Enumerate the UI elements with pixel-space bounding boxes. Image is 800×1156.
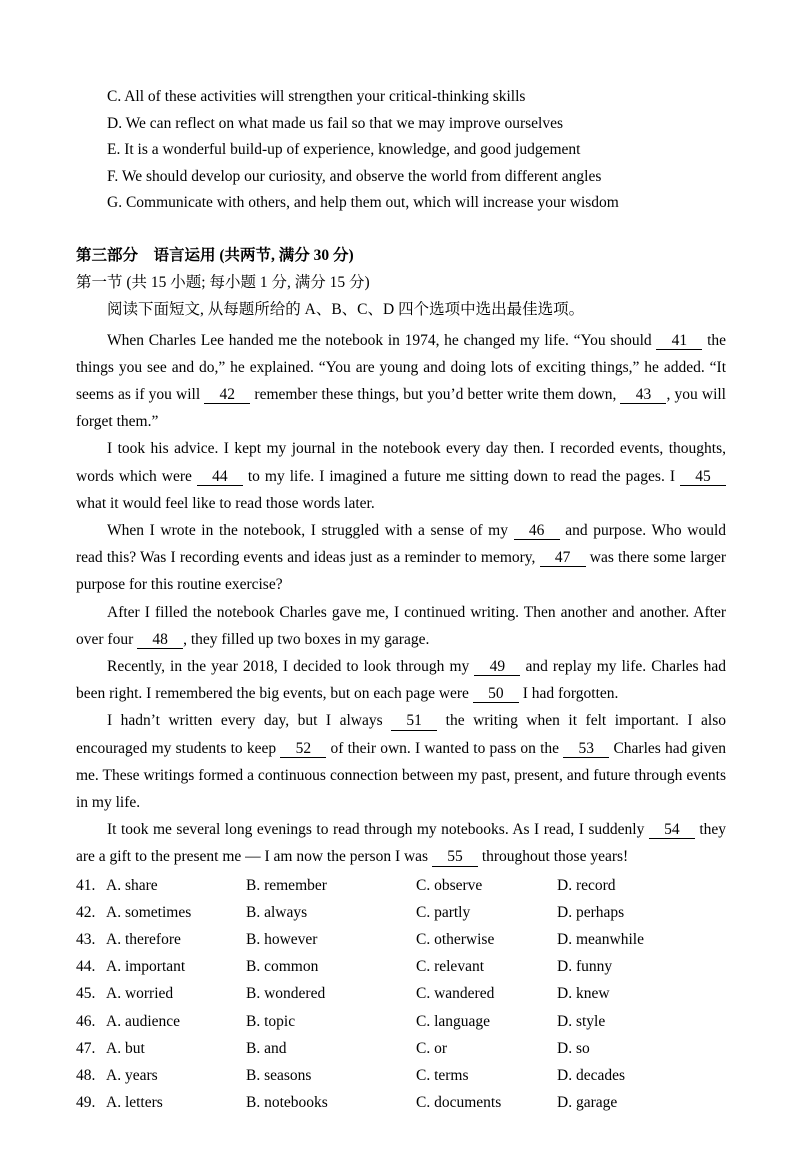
option-number: 43. (76, 930, 96, 948)
option-number: 49. (76, 1094, 96, 1112)
option-number: 47. (76, 1039, 96, 1057)
blank-43: 43 (620, 387, 666, 404)
option-number: 45. (76, 985, 96, 1003)
passage-paragraph-3: When I wrote in the notebook, I struggled with a sense of my 46 and purpose. Who would read this? Was I recording events and ideas just as a reminder to memory, 47 was there some larger purpose for this routine exercise? (76, 521, 727, 594)
option-choice-c: C. observe (416, 876, 483, 894)
option-choice-c: C. or (416, 1039, 447, 1057)
option-number: 46. (76, 1012, 96, 1030)
option-choice-a: A. but (106, 1039, 145, 1057)
option-choice-b: B. notebooks (246, 1094, 328, 1112)
option-choice-a: A. audience (106, 1012, 181, 1030)
passage-paragraph-1: When Charles Lee handed me the notebook in 1974, he changed my life. “You should 41 the things you see and do,” he explained. “You are young and doing lots of exciting things,” he added. “It seems as if you will 42 remember these things, but you’d better write them down, 43 , you will forget them.” (76, 331, 726, 431)
option-choice-c: C. relevant (416, 958, 485, 976)
document-page (76, 84, 726, 1116)
option-choice-d: D. funny (557, 958, 613, 976)
option-row-48 (76, 1062, 726, 1089)
blank-53: 53 (563, 741, 609, 758)
option-choice-a: A. share (106, 876, 158, 894)
option-choice-b: B. seasons (246, 1066, 312, 1084)
subsection-heading: 第一节 (共 15 小题; 每小题 1 分, 满分 15 分) (76, 273, 370, 291)
option-choice-d: D. garage (557, 1094, 618, 1112)
option-choice-a: A. important (106, 958, 186, 976)
option-choice-d: D. style (557, 1012, 606, 1030)
blank-46: 46 (514, 523, 560, 540)
blank-42: 42 (204, 387, 250, 404)
blank-52: 52 (280, 741, 326, 758)
choice-list-item-E: E. It is a wonderful build-up of experience, knowledge, and good judgement (107, 141, 581, 158)
option-choice-d: D. record (557, 876, 616, 894)
option-number: 44. (76, 958, 96, 976)
option-choice-a: A. letters (106, 1094, 163, 1112)
option-choice-d: D. so (557, 1039, 590, 1057)
options-table (76, 872, 726, 1117)
passage-paragraph-7: It took me several long evenings to read through my notebooks. As I read, I suddenly 54 they are a gift to the present me — I am now the person I was 55 throughout those years! (76, 821, 726, 866)
option-choice-b: B. wondered (246, 985, 326, 1003)
passage-paragraph-6: I hadn’t written every day, but I always 51 the writing when it felt important. I also encouraged my students to keep 52 of their own. I wanted to pass on the 53 Charles had given me. These writings formed a continuous connection between my past, present, and future through events in my life. (76, 712, 727, 811)
option-choice-c: C. terms (416, 1066, 469, 1084)
blank-51: 51 (391, 713, 437, 730)
option-choice-d: D. meanwhile (557, 930, 644, 948)
option-choice-d: D. decades (557, 1066, 625, 1084)
option-choice-b: B. remember (246, 876, 327, 894)
option-choice-b: B. however (246, 930, 318, 948)
blank-41: 41 (656, 333, 702, 350)
option-choice-b: B. common (246, 958, 319, 976)
option-choice-d: D. perhaps (557, 903, 625, 921)
passage-paragraph-5: Recently, in the year 2018, I decided to look through my 49 and replay my life. Charles had been right. I remembered the big events, but on each page were 50 I had forgotten. (76, 657, 726, 703)
option-choice-a: A. years (106, 1066, 158, 1084)
option-choice-d: D. knew (557, 985, 610, 1003)
option-row-43 (76, 926, 726, 953)
option-choice-c: C. documents (416, 1094, 502, 1112)
blank-45: 45 (680, 469, 726, 486)
blank-55: 55 (432, 849, 478, 866)
option-number: 42. (76, 903, 96, 921)
blank-54: 54 (649, 822, 695, 839)
choice-list-item-C: C. All of these activities will strengthen your critical-thinking skills (107, 88, 526, 105)
blank-44: 44 (197, 469, 243, 486)
blank-47: 47 (540, 550, 586, 567)
option-row-47 (76, 1035, 726, 1062)
blank-49: 49 (474, 659, 520, 676)
blank-48: 48 (137, 632, 183, 649)
choice-list-item-G: G. Communicate with others, and help them out, which will increase your wisdom (107, 194, 619, 211)
option-choice-b: B. always (246, 903, 308, 921)
section-heading: 第三部分 语言运用 (共两节, 满分 30 分) (76, 246, 354, 264)
choice-list-item-F: F. We should develop our curiosity, and observe the world from different angles (107, 167, 602, 185)
option-choice-c: C. wandered (416, 985, 495, 1003)
option-choice-a: A. sometimes (106, 903, 192, 921)
blank-50: 50 (473, 686, 519, 703)
choice-list-item-D: D. We can reflect on what made us fail so that we may improve ourselves (107, 114, 564, 132)
option-choice-a: A. therefore (106, 930, 181, 948)
option-row-45 (76, 980, 726, 1007)
option-row-49 (76, 1089, 726, 1116)
option-choice-b: B. and (246, 1039, 287, 1057)
option-choice-c: C. otherwise (416, 930, 495, 948)
option-number: 41. (76, 876, 96, 894)
option-number: 48. (76, 1066, 96, 1084)
instructions: 阅读下面短文, 从每题所给的 A、B、C、D 四个选项中选出最佳选项。 (107, 300, 585, 318)
option-choice-c: C. partly (416, 903, 471, 921)
choice-list (76, 84, 726, 217)
passage-paragraph-2: I took his advice. I kept my journal in the notebook every day then. I recorded events, thoughts, words which were 44 to my life. I imagined a future me sitting down to read the pages. I 45 what it would feel like to read those words later. (76, 440, 726, 512)
option-row-42 (76, 899, 726, 926)
option-row-44 (76, 953, 726, 980)
passage-paragraph-4: After I filled the notebook Charles gave me, I continued writing. Then another and another. After over four 48 , they filled up two boxes in my garage. (76, 603, 726, 648)
option-choice-b: B. topic (246, 1012, 296, 1030)
option-choice-a: A. worried (106, 985, 174, 1003)
option-row-41 (76, 872, 726, 899)
option-row-46 (76, 1008, 726, 1035)
passage (76, 327, 726, 871)
option-choice-c: C. language (416, 1012, 491, 1030)
